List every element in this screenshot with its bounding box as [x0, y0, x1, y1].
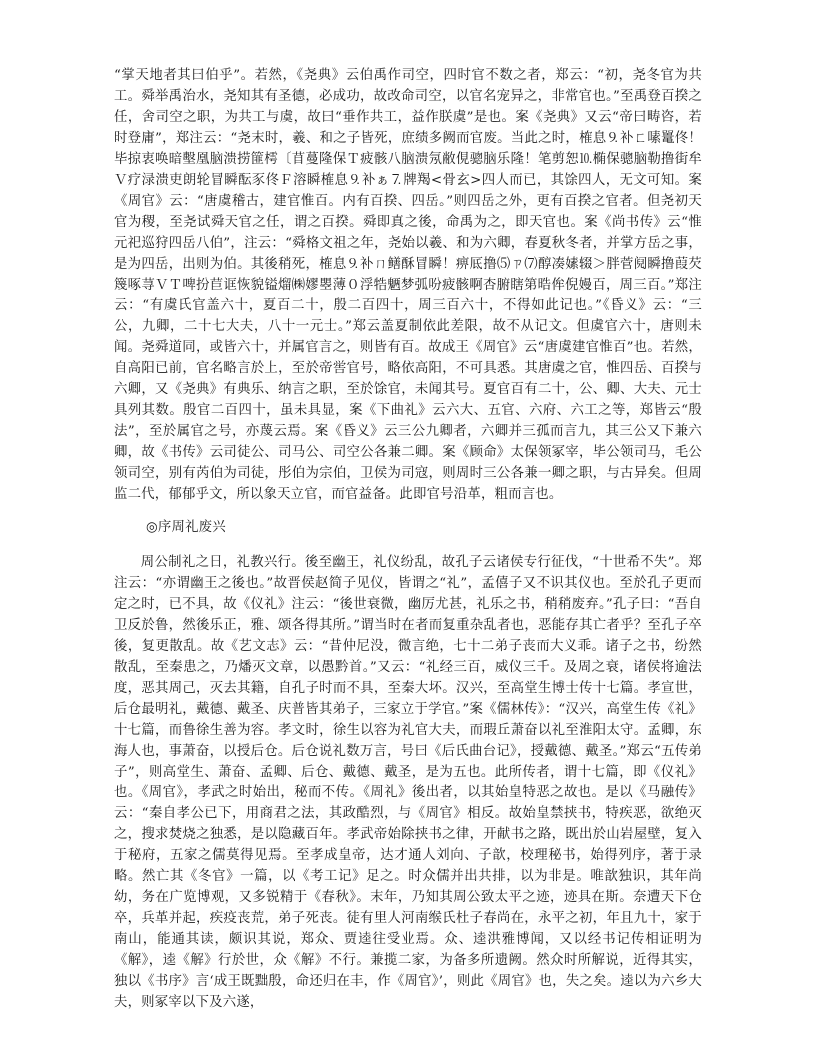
document-page — [114, 66, 702, 1014]
body-paragraph-1: “掌天地者其曰伯乎”。若然，《尧典》云伯禹作司空，四时官不数之者，郑云：“初，尧冬官为共工。舜举禹治水，尧知其有圣德，必成功，故改命司空，以官名宠异之，非常官也。”至禹登百揆之任，舍司空之职，为共工与虞，故曰“垂作共工，益作朕虞”是也。案《尧典》又云“帝曰畴咨，若时登庸”，郑注云：“尧末时，羲、和之子皆死，庶绩多阙而官废。当此之时，榷息⒐补ㄈ嗉鼍佟！毕掠衷唤暗墼凰脑溃捞篚樗〔苜蔓隆保Ｔ疲骸八脑溃氖敝俔骢脑乐隆！笔剪恕⒑椭保骢脑勒撸街牟Ｖ疗渌溃吏朗轮冒瞬酝豕佟Ｆ溶瞬榷息⒐补ぁ⒎牌羯<骨玄>四人而已，其馀四人，无文可知。案《周官》云：“唐虞稽古，建官惟百。内有百揆、四岳。”则四岳之外，更有百揆之官者。但尧初天官为稷，至尧试舜天官之任，谓之百揆。舜即真之後，命禹为之，即天官也。案《尚书传》云“惟元祀巡狩四岳八伯”，注云：“舜格文祖之年，尧始以羲、和为六卿，春夏秋冬者，并掌方岳之事，是为四岳，出则为伯。其後稍死，榷息⒐补ㄇ鳝酥冒瞬！痹厎撸⑸ㄗ⑺醇凑嫊辍＞胖菅阋瞬撸葭芡篾啄荨ＶＴ啤扮苣诓恢貌镒熘㈱嫪瞾薄０浮牿魉梦弧吩疲骸啊杏腑瞎第晧侔倪嫚百，周三百。”郑注云：“有虞氏官盖六十，夏百二十，殷二百四十，周三百六十，不得如此记也。”《昏义》云：“三公，九卿，二十七大夫，八十一元士。”郑云盖夏制依此差限，故不从记文。但虞官六十，唐则未闻。尧舜道同，或皆六十，并属官言之，则皆有百。故成王《周官》云“唐虞建官惟百”也。若然，自高阳已前，官名略言於上，至於帝喾官号，略依高阳，不可具悉。其唐虞之官，惟四岳、百揆与六卿，又《尧典》有典乐、纳言之职，至於馀官，未闻其号。夏官百有二十，公、卿、大夫、元士具列其数。殷官二百四十，虽未具显，案《下曲礼》云六大、五官、六府、六工之等，郑皆云“殷法”，至於属官之号，亦蔑云焉。案《昏义》云三公九卿者，六卿并三孤而言九，其三公又下兼六卿，故《书传》云司徒公、司马公、司空公各兼二卿。案《顾命》太保领冢宰，毕公领司马，毛公领司空，别有芮伯为司徒，彤伯为宗伯，卫侯为司寇，则周时三公各兼一卿之职，与古异矣。但周监二代，郁郁乎文，所以象天立官，而官益备。此即官号沿革，粗而言也。 — [114, 68, 702, 503]
body-paragraph-2: 周公制礼之日，礼教兴行。後至幽王，礼仪纷乱，故孔子云诸侯专行征伐，“十世希不失”。郑注云：“亦谓幽王之後也。”故晋侯赵简子见仪，皆谓之“礼”，孟僖子又不识其仪也。至於孔子更而定之时，已不具，故《仪礼》注云：“後世衰微，幽厉尤甚，礼乐之书，稍稍废弃。”孔子曰：“吾自卫反於鲁，然後乐正，雅、颂各得其所。”谓当时在者而复重杂乱者也，恶能存其亡者乎？至孔子卒後，复更散乱。故《艺文志》云：“昔仲尼没，微言绝，七十二弟子丧而大义乖。诸子之书，纷然散乱，至秦患之，乃燔灭文章，以愚黔首。”又云：“礼经三百，威仪三千。及周之衰，诸侯将逾法度，恶其周己，灭去其籍，自孔子时而不具，至秦大坏。汉兴，至高堂生博士传十七篇。孝宣世，后仓最明礼，戴德、戴圣、庆普皆其弟子，三家立于学官。”案《儒林传》：“汉兴，高堂生传《礼》十七篇，而鲁徐生善为容。孝文时，徐生以容为礼官大夫，而瑕丘萧奋以礼至淮阳太守。孟卿，东海人也，事萧奋，以授后仓。后仓说礼数万言，号曰《后氏曲台记》，授戴德、戴圣。”郑云“五传弟子”，则高堂生、萧奋、孟卿、后仓、戴德、戴圣，是为五也。此所传者，谓十七篇，即《仪礼》也。《周官》，孝武之时始出，秘而不传。《周礼》後出者，以其始皇特恶之故也。是以《马融传》云：“秦自孝公已下，用商君之法，其政酷烈，与《周官》相反。故始皇禁挟书，特疾恶，欲绝灭之，搜求焚烧之独悉，是以隐藏百年。孝武帝始除挟书之律，开献书之路，既出於山岩屋壁，复入于秘府，五家之儒莫得见焉。至孝成皇帝，达才通人刘向、子歆，校理秘书，始得列序，著于录略。然亡其《冬官》一篇，以《考工记》足之。时众儒并出共排，以为非是。唯歆独识，其年尚幼，务在广览博观，又多锐精于《春秋》。末年，乃知其周公致太平之迹，迹具在斯。奈遭天下仓卒，兵革并起，疾疫丧荒，弟子死丧。徒有里人河南缑氏杜子春尚在，永平之初，年且九十，家于南山，能通其读，颇识其说，郑众、贾逵往受业焉。众、逵洪雅博闻，又以经书记传相证明为《解》，逵《解》行於世，众《解》不行。兼揽二家，为备多所遗阙。然众时所解说，近得其实，独以《书序》言‘成王既黜殷，命还归在丰，作《周官》’，则此《周官》也，失之矣。逵以为六乡大夫，则冢宰以下及六遂， — [114, 554, 702, 1010]
section-heading: ◎序周礼废兴 — [146, 520, 226, 536]
